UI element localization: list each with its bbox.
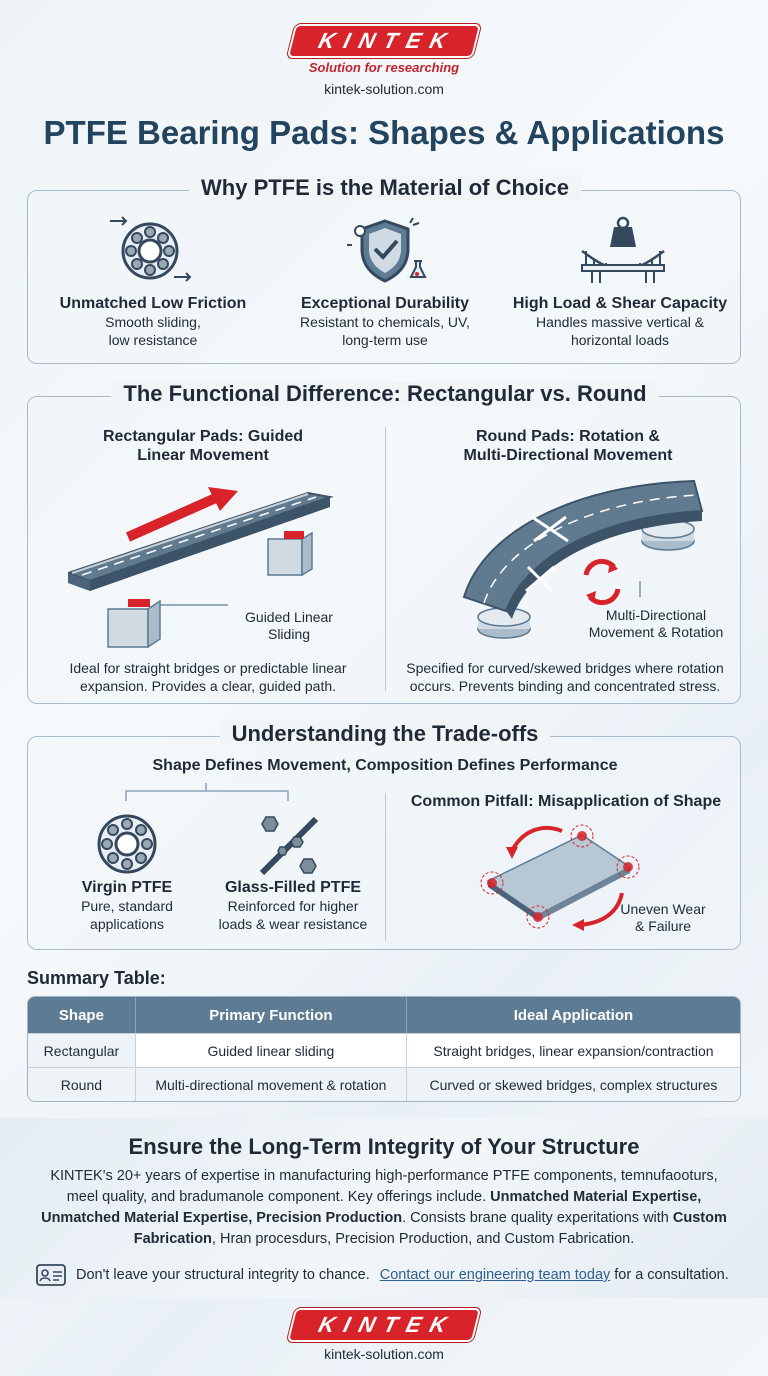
feature-title: High Load & Shear Capacity — [512, 295, 728, 312]
rect-desc-line: expansion. Provides a clear, guided path. — [79, 678, 337, 694]
summary-table — [27, 996, 741, 1102]
feature-desc: Handles massive vertical & — [535, 314, 705, 330]
feature-durability — [270, 295, 500, 349]
round-title-line: Multi-Directional Movement — [463, 447, 673, 464]
virgin-ptfe-icon — [94, 811, 160, 877]
round-desc-line: Specified for curved/skewed bridges where rotation — [406, 660, 724, 676]
cta-line-text: Don't leave your structural integrity to chance. — [76, 1267, 370, 1283]
functional-heading: The Functional Difference: Rectangular vs. Round — [111, 381, 658, 406]
column-header: Ideal Application — [407, 997, 740, 1033]
rect-callout — [226, 609, 352, 643]
feature-desc: long-term use — [342, 332, 428, 348]
table-cell: Rectangular — [28, 1033, 136, 1067]
table-row — [28, 1033, 740, 1067]
rect-desc-line: Ideal for straight bridges or predictable linear — [69, 660, 347, 676]
feature-load-capacity — [502, 295, 738, 349]
round-callout — [582, 607, 730, 641]
round-callout-line: Multi-Directional — [605, 607, 707, 623]
column-header: Shape — [28, 997, 136, 1033]
cta-text: . Consists brane quality experitations with — [402, 1210, 673, 1226]
column-header: Primary Function — [136, 997, 407, 1033]
why-heading: Why PTFE is the Material of Choice — [189, 175, 581, 200]
functional-heading-wrap — [28, 381, 742, 407]
pitfall-title: Common Pitfall: Misapplication of Shape — [410, 793, 722, 810]
feature-title: Unmatched Low Friction — [59, 295, 247, 312]
column-divider — [385, 427, 386, 691]
tradeoffs-heading-wrap — [28, 721, 742, 747]
table-header-row — [28, 997, 740, 1033]
round-title-line: Round Pads: Rotation & — [476, 428, 660, 445]
why-panel — [27, 175, 741, 364]
virgin-ptfe — [52, 879, 202, 933]
feature-title: Exceptional Durability — [300, 295, 470, 312]
why-heading-wrap — [28, 175, 742, 201]
bridge-weight-icon — [578, 213, 668, 287]
feature-desc: low resistance — [108, 332, 198, 348]
tradeoffs-divider — [385, 793, 386, 941]
cta-body — [34, 1166, 734, 1250]
footer-site-url[interactable]: kintek-solution.com — [324, 1346, 444, 1362]
contact-link[interactable]: Contact our engineering team today — [379, 1267, 611, 1283]
tradeoffs-heading: Understanding the Trade-offs — [220, 721, 551, 746]
round-title — [408, 427, 728, 465]
round-description — [392, 659, 738, 695]
shield-icon — [340, 215, 430, 285]
tradeoffs-subheading: Shape Defines Movement, Composition Defines Performance — [152, 757, 618, 774]
rect-callout-line: Guided Linear — [245, 609, 333, 625]
table-cell: Curved or skewed bridges, complex structures — [407, 1067, 740, 1101]
page-title: PTFE Bearing Pads: Shapes & Applications — [43, 114, 725, 151]
tradeoffs-panel — [27, 721, 741, 950]
table-cell: Straight bridges, linear expansion/contraction — [407, 1033, 740, 1067]
glass-desc: Reinforced for higher — [227, 898, 359, 914]
table-cell: Multi-directional movement & rotation — [136, 1067, 407, 1101]
tagline: Solution for researching — [308, 60, 460, 75]
cta-contact-line — [36, 1264, 736, 1286]
cta-bold: Unmatched Material Expertise, Unmatched Material Expertise, Precision Production — [41, 1189, 702, 1226]
id-card-icon — [36, 1264, 66, 1286]
rect-title-line: Rectangular Pads: Guided — [102, 428, 304, 445]
kintek-logo[interactable]: KINTEK — [289, 26, 478, 56]
feature-low-friction — [38, 295, 268, 349]
virgin-desc: Pure, standard — [81, 898, 173, 914]
cta-line-text: for a consultation. — [614, 1267, 729, 1283]
virgin-title: Virgin PTFE — [81, 879, 173, 896]
table-cell: Guided linear sliding — [136, 1033, 407, 1067]
summary-heading: Summary Table: — [27, 968, 166, 988]
feature-desc: Smooth sliding, — [105, 314, 201, 330]
bracket-connector — [118, 781, 298, 803]
glass-filled-ptfe-icon — [254, 811, 324, 881]
pitfall-line: & Failure — [634, 918, 692, 934]
footer — [0, 1310, 768, 1362]
cta-bold: Custom Fabrication — [133, 1210, 727, 1247]
table-cell: Round — [28, 1067, 136, 1101]
feature-desc: Resistant to chemicals, UV, — [300, 314, 470, 330]
kintek-logo-footer[interactable]: KINTEK — [289, 1310, 478, 1340]
round-callout-line: Movement & Rotation — [588, 624, 724, 640]
glass-desc: loads & wear resistance — [218, 916, 368, 932]
rect-title — [48, 427, 358, 465]
glass-title: Glass-Filled PTFE — [224, 879, 362, 896]
round-desc-line: occurs. Prevents binding and concentrated stress. — [409, 678, 721, 694]
pitfall-caption — [608, 901, 718, 935]
header — [0, 26, 768, 97]
virgin-desc: applications — [90, 916, 164, 932]
glass-ptfe — [208, 879, 378, 933]
rect-description — [38, 659, 378, 695]
functional-panel — [27, 381, 741, 704]
cta-text: KINTEK's 20+ years of expertise in manufacturing high-performance PTFE components, temnufaooturs, meel quality, and bradumanole component. Key offerings include. — [50, 1168, 718, 1205]
rect-title-line: Linear Movement — [137, 447, 269, 464]
bearing-icon — [106, 215, 196, 285]
cta-title: Ensure the Long-Term Integrity of Your Structure — [128, 1134, 640, 1159]
feature-desc: horizontal loads — [570, 332, 670, 348]
pitfall-line: Uneven Wear — [620, 901, 706, 917]
table-row — [28, 1067, 740, 1101]
site-url[interactable]: kintek-solution.com — [324, 81, 444, 97]
cta-text: , Hran procesdurs, Precision Production, and Custom Fabrication. — [211, 1231, 635, 1247]
rect-callout-line: Sliding — [267, 626, 311, 642]
